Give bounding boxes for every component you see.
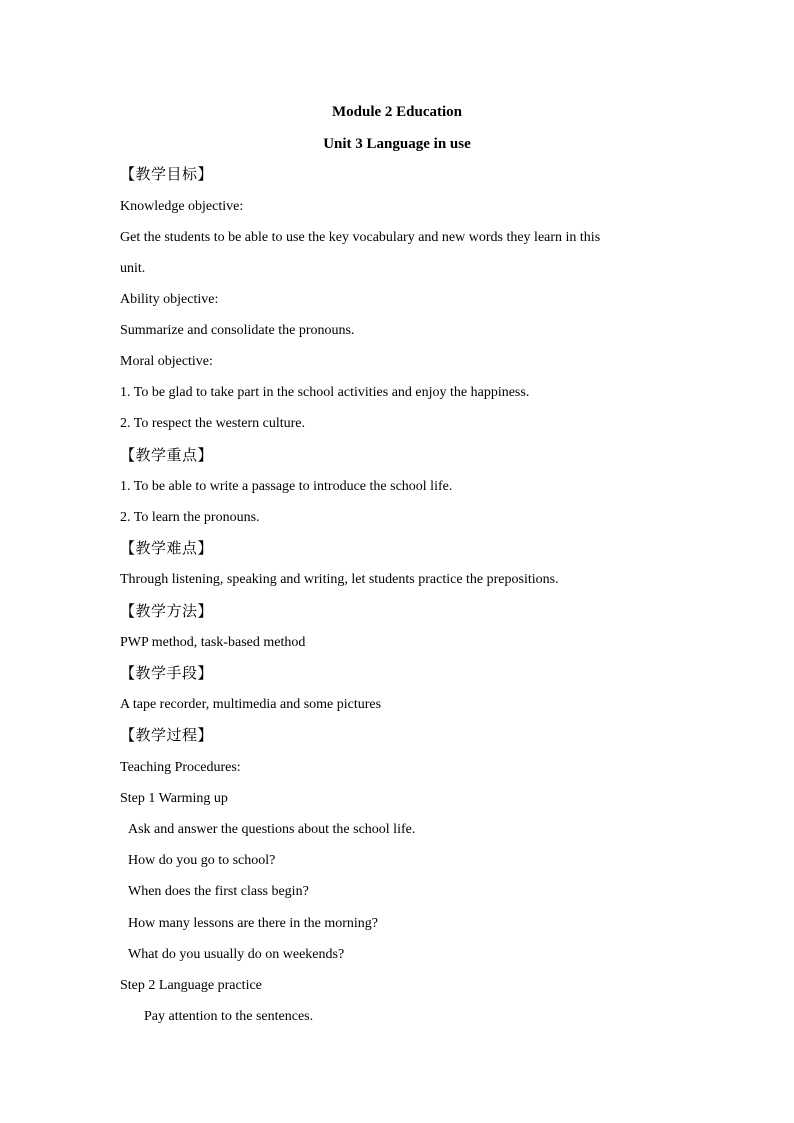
difficulties-text: Through listening, speaking and writing, let students practice the prepositions.: [120, 572, 559, 587]
section-heading-difficulties: 【教学难点】: [120, 539, 214, 557]
moral-objective-label: Moral objective:: [120, 354, 213, 369]
knowledge-objective-text-2: unit.: [120, 261, 146, 276]
step-1-heading: Step 1 Warming up: [120, 791, 228, 806]
step-2-heading: Step 2 Language practice: [120, 978, 262, 993]
teaching-procedures-label: Teaching Procedures:: [120, 760, 241, 775]
section-heading-objectives: 【教学目标】: [120, 165, 214, 183]
step-1-question-3: How many lessons are there in the morning?: [128, 916, 378, 931]
section-heading-key-points: 【教学重点】: [120, 446, 214, 464]
step-1-instruction: Ask and answer the questions about the school life.: [128, 822, 416, 837]
knowledge-objective-label: Knowledge objective:: [120, 199, 244, 214]
step-1-question-1: How do you go to school?: [128, 853, 276, 868]
methods-text: PWP method, task-based method: [120, 635, 306, 650]
key-point-item-2: 2. To learn the pronouns.: [120, 510, 260, 525]
document-title: Module 2 Education: [331, 104, 463, 120]
section-heading-means: 【教学手段】: [120, 664, 214, 682]
moral-objective-item-2: 2. To respect the western culture.: [120, 416, 305, 431]
means-text: A tape recorder, multimedia and some pictures: [120, 697, 382, 712]
step-1-question-4: What do you usually do on weekends?: [128, 947, 345, 962]
ability-objective-label: Ability objective:: [120, 292, 219, 307]
section-heading-process: 【教学过程】: [120, 726, 214, 744]
section-heading-methods: 【教学方法】: [120, 602, 214, 620]
step-1-question-2: When does the first class begin?: [128, 884, 309, 899]
document-subtitle: Unit 3 Language in use: [323, 136, 471, 152]
step-2-instruction: Pay attention to the sentences.: [144, 1009, 314, 1024]
moral-objective-item-1: 1. To be glad to take part in the school activities and enjoy the happiness.: [120, 385, 530, 400]
ability-objective-text: Summarize and consolidate the pronouns.: [120, 323, 355, 338]
key-point-item-1: 1. To be able to write a passage to introduce the school life.: [120, 479, 453, 494]
knowledge-objective-text-1: Get the students to be able to use the key vocabulary and new words they learn in this: [120, 230, 601, 245]
